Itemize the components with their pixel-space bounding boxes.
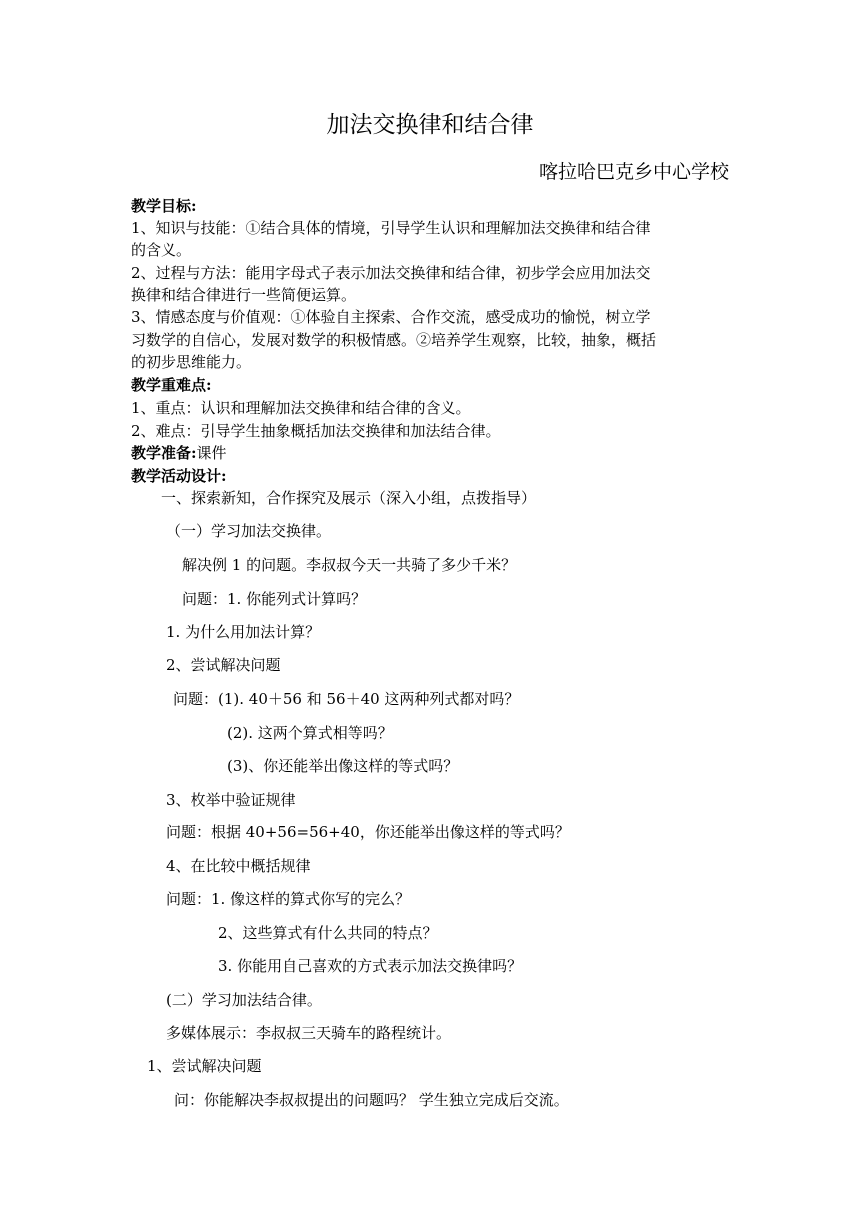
objective-line: 的初步思维能力。: [131, 353, 252, 371]
objective-line: 习数学的自信心，发展对数学的积极情感。②培养学生观察，比较，抽象，概括: [131, 331, 657, 349]
activity-line: 问：你能解决李叔叔提出的问题吗？ 学生独立完成后交流。: [174, 1091, 569, 1109]
prep-heading: 教学准备:: [131, 444, 197, 462]
objective-line: 2、过程与方法：能用字母式子表示加法交换律和结合律，初步学会应用加法交: [131, 264, 651, 282]
activity-line: 解决例 1 的问题。李叔叔今天一共骑了多少千米？: [182, 556, 517, 574]
activity-line: 一、探索新知，合作探究及展示（深入小组，点拨指导）: [161, 489, 537, 507]
activity-line: (3)、你还能举出像这样的等式吗？: [227, 757, 459, 775]
activity-line: 3. 你能用自己喜欢的方式表示加法交换律吗？: [218, 957, 523, 975]
prep-value: 课件: [196, 444, 227, 462]
prep-line: [131, 442, 227, 464]
key-point-line: 2、难点：引导学生抽象概括加法交换律和加法结合律。: [131, 422, 501, 440]
activity-line: （一）学习加法交换律。: [166, 522, 332, 540]
activity-line: 4、在比较中概括规律: [166, 857, 311, 875]
activity-line: 3、枚举中验证规律: [166, 791, 296, 809]
activity-line: 问题：根据 40+56=56+40，你还能举出像这样的等式吗？: [166, 823, 570, 841]
activity-line: 问题：1. 像这样的算式你写的完么？: [166, 890, 411, 908]
key-point-line: 1、重点：认识和理解加法交换律和结合律的含义。: [131, 399, 471, 417]
objective-line: 的含义。: [131, 241, 192, 259]
activity-line: 问题：1. 你能列式计算吗？: [182, 590, 367, 608]
key-points-heading: 教学重难点:: [131, 376, 212, 394]
activity-line: (二）学习加法结合律。: [166, 991, 322, 1009]
activity-line: 问题：(1). 40＋56 和 56＋40 这两种列式都对吗？: [173, 690, 520, 708]
objective-line: 3、情感态度与价值观：①体验自主探索、合作交流，感受成功的愉悦，树立学: [131, 308, 651, 326]
activity-line: 1. 为什么用加法计算？: [166, 623, 321, 641]
document-title: 加法交换律和结合律: [326, 112, 534, 138]
activity-line: 1、尝试解决问题: [147, 1057, 262, 1075]
objective-line: 换律和结合律进行一些简便运算。: [131, 286, 357, 304]
activity-line: 多媒体展示：李叔叔三天骑车的路程统计。: [166, 1024, 452, 1042]
activity-line: (2). 这两个算式相等吗？: [227, 724, 393, 742]
objective-line: 1、知识与技能：①结合具体的情境，引导学生认识和理解加法交换律和结合律: [131, 219, 651, 237]
activity-line: 2、这些算式有什么共同的特点？: [218, 924, 438, 942]
school-name: 喀拉哈巴克乡中心学校: [538, 161, 729, 183]
activity-heading: 教学活动设计:: [131, 467, 227, 485]
objectives-heading: 教学目标:: [131, 197, 197, 215]
activity-line: 2、尝试解决问题: [166, 656, 281, 674]
